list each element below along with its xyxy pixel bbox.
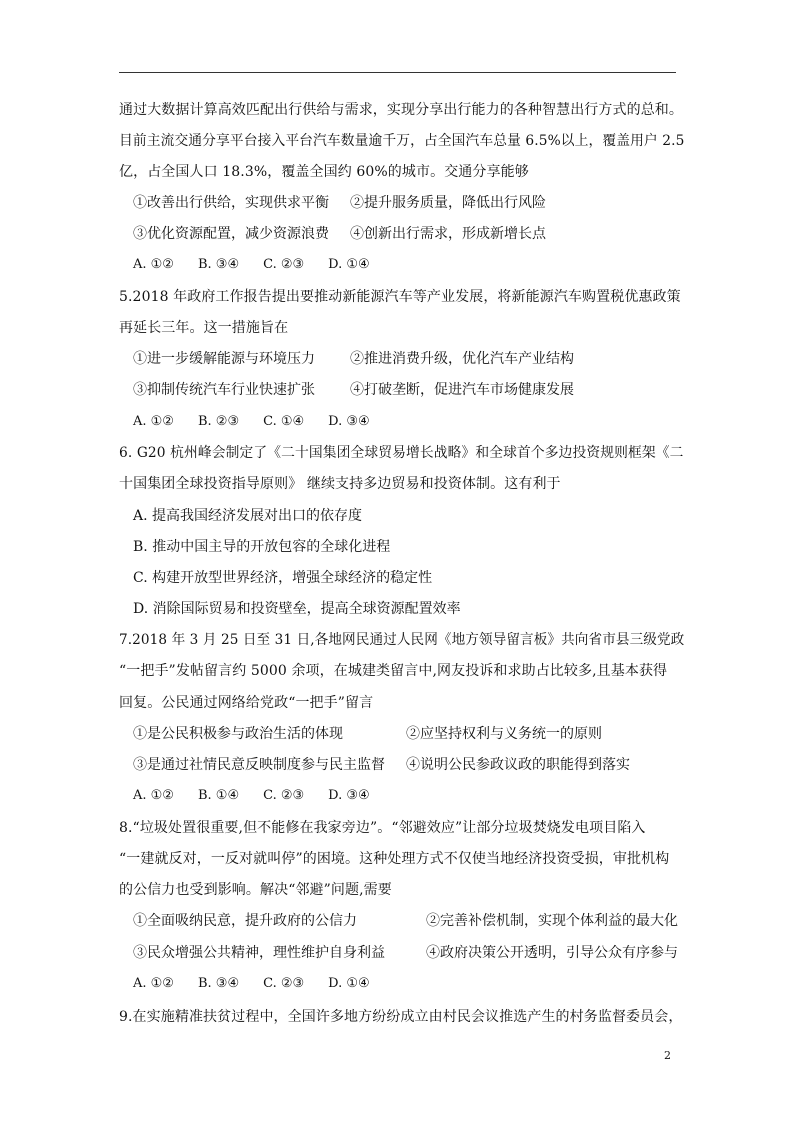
q5-line-2: 再延长三年。这一措施旨在 [119, 320, 289, 336]
q8-choices [133, 975, 394, 993]
q6-choice-d[interactable]: D. 消除国际贸易和投资壁垒，提高全球资源配置效率 [133, 601, 461, 617]
q7-line-2: “一把手”发帖留言约 5000 余项，在城建类留言中,网友投诉和求助占比较多,且基本获得 [119, 663, 668, 679]
q5-choices [133, 413, 394, 431]
q7-option-1: ①是公民积极参与政治生活的体现 [133, 726, 343, 742]
q4-choices [133, 256, 394, 274]
q5-choice-a[interactable]: A. ①② [133, 414, 174, 429]
q8-line-1: 8.“垃圾处置很重要,但不能修在我家旁边”。“邻避效应”让部分垃圾焚烧发电项目陷入 [119, 820, 646, 836]
q5-choice-d[interactable]: D. ③④ [328, 414, 370, 429]
q5-option-2: ②推进消费升级，优化汽车产业结构 [350, 351, 574, 367]
q7-choice-d[interactable]: D. ③④ [328, 788, 370, 803]
q4-option-3: ③优化资源配置，减少资源浪费 [133, 226, 329, 242]
q7-choice-a[interactable]: A. ①② [133, 788, 174, 803]
header-rule [119, 72, 676, 73]
q4-line-2: 目前主流交通分享平台接入平台汽车数量逾千万，占全国汽车总量 6.5%以上，覆盖用户 2.5 [119, 133, 685, 149]
q7-option-4: ④说明公民参政议政的职能得到落实 [406, 757, 630, 773]
q4-choice-b[interactable]: B. ③④ [197, 257, 240, 272]
q7-option-2: ②应坚持权利与义务统一的原则 [406, 726, 602, 742]
q8-choice-a[interactable]: A. ①② [133, 976, 174, 991]
q5-choice-c[interactable]: C. ①④ [263, 414, 305, 429]
q6-choice-c[interactable]: C. 构建开放型世界经济，增强全球经济的稳定性 [133, 570, 433, 586]
q4-option-4: ④创新出行需求，形成新增长点 [350, 226, 546, 242]
q8-option-3: ③民众增强公共精神，理性维护自身利益 [133, 945, 385, 961]
q8-choice-d[interactable]: D. ①④ [328, 976, 370, 991]
q4-option-1: ①改善出行供给，实现供求平衡 [133, 195, 329, 211]
q5-line-1: 5.2018 年政府工作报告提出要推动新能源汽车等产业发展，将新能源汽车购置税优惠政策 [119, 289, 681, 305]
q7-line-1: 7.2018 年 3 月 25 日至 31 日,各地网民通过人民网《地方领导留言板》共向省市县三级党政 [119, 632, 685, 648]
q4-choice-c[interactable]: C. ②③ [263, 257, 305, 272]
q4-option-2: ②提升服务质量，降低出行风险 [350, 195, 546, 211]
q4-line-3: 亿，占全国人口 18.3%，覆盖全国约 60%的城市。交通分享能够 [119, 164, 529, 180]
q5-option-3: ③抑制传统汽车行业快速扩张 [133, 382, 315, 398]
q8-option-2: ②完善补偿机制，实现个体利益的最大化 [426, 913, 678, 929]
q7-option-3: ③是通过社情民意反映制度参与民主监督 [133, 757, 385, 773]
page-number: 2 [664, 1049, 671, 1062]
q7-choices [133, 787, 394, 805]
q8-option-1: ①全面吸纳民意，提升政府的公信力 [133, 913, 357, 929]
q4-choice-a[interactable]: A. ①② [133, 257, 174, 272]
q7-choice-c[interactable]: C. ②③ [263, 788, 305, 803]
q8-choice-c[interactable]: C. ②③ [263, 976, 305, 991]
q8-option-4: ④政府决策公开透明，引导公众有序参与 [426, 945, 678, 961]
q5-choice-b[interactable]: B. ②③ [197, 414, 240, 429]
q6-line-1: 6. G20 杭州峰会制定了《二十国集团全球贸易增长战略》和全球首个多边投资规则框架《二 [119, 445, 684, 461]
q8-line-3: 的公信力也受到影响。解决“邻避”问题,需要 [119, 882, 392, 898]
q8-line-2: “一建就反对，一反对就叫停”的困境。这种处理方式不仅使当地经济投资受损，审批机构 [119, 851, 670, 867]
q6-line-2: 十国集团全球投资指导原则》 继续支持多边贸易和投资体制。这有利于 [119, 476, 561, 492]
q7-choice-b[interactable]: B. ①④ [197, 788, 240, 803]
q6-choice-b[interactable]: B. 推动中国主导的开放包容的全球化进程 [133, 539, 391, 555]
q4-line-1: 通过大数据计算高效匹配出行供给与需求，实现分享出行能力的各种智慧出行方式的总和。 [119, 102, 683, 118]
q8-choice-b[interactable]: B. ③④ [197, 976, 240, 991]
q5-option-4: ④打破垄断，促进汽车市场健康发展 [350, 382, 574, 398]
q4-choice-d[interactable]: D. ①④ [328, 257, 370, 272]
q7-line-3: 回复。公民通过网络给党政“一把手”留言 [119, 695, 374, 711]
q9-line-1: 9.在实施精准扶贫过程中，全国许多地方纷纷成立由村民会议推选产生的村务监督委员会， [119, 1009, 683, 1025]
q5-option-1: ①进一步缓解能源与环境压力 [133, 351, 315, 367]
q6-choice-a[interactable]: A. 提高我国经济发展对出口的依存度 [133, 508, 363, 524]
